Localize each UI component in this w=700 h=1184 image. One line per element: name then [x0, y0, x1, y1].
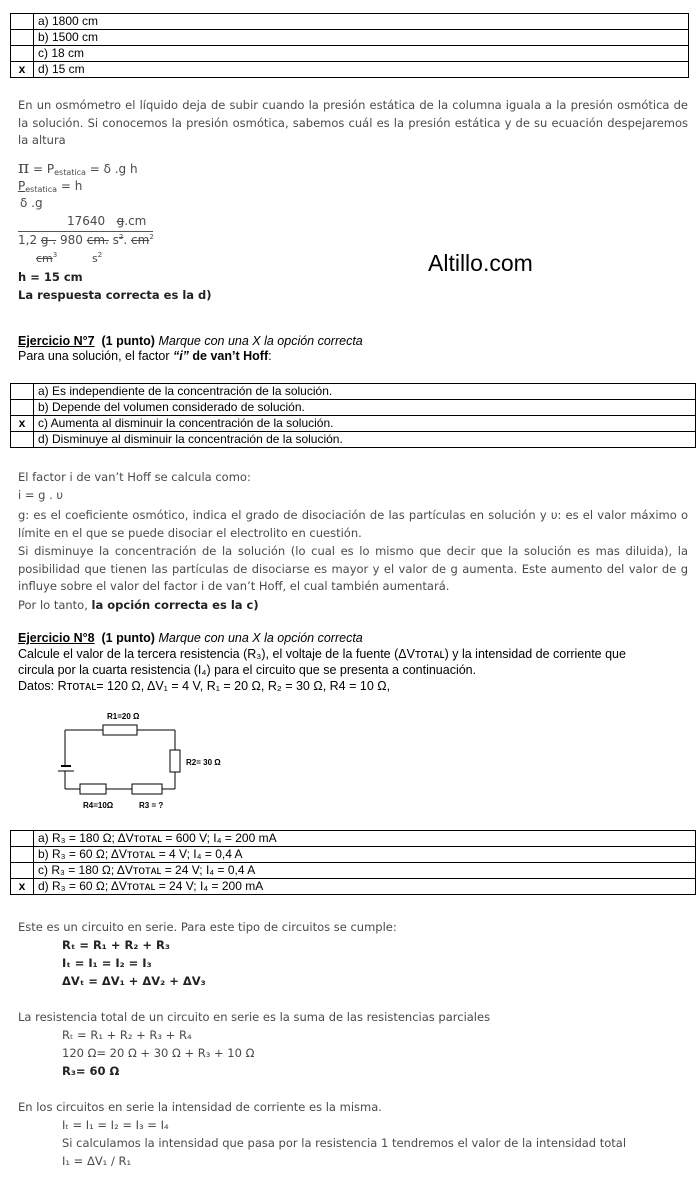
q7-question-text: de van’t Hoff: [188, 349, 269, 363]
q7-question-i: “i”: [172, 349, 189, 363]
formula-text: g: [116, 214, 125, 228]
q6-options-table: [10, 13, 689, 78]
option-mark: x: [11, 62, 34, 78]
series-rule-current: Iₜ = I₁ = I₂ = I₃: [62, 956, 152, 970]
option-text: c) 18 cm: [34, 46, 689, 62]
option-text: a) Es independiente de la concentración de la solución.: [34, 384, 696, 400]
formula-line-2: [18, 179, 82, 194]
q8-current-intro: En los circuitos en serie la intensidad de corriente es la misma.: [18, 1100, 382, 1114]
formula-text: 17640: [67, 214, 106, 228]
option-mark: [11, 14, 34, 30]
option-mark: [11, 847, 34, 863]
q8-resistance-result: R₃= 60 Ω: [62, 1064, 120, 1078]
option-mark: [11, 46, 34, 62]
option-mark: x: [11, 879, 34, 895]
watermark-text: Altillo.com: [428, 250, 533, 276]
q8-current-eq2: I₁ = ΔV₁ / R₁: [62, 1154, 132, 1168]
q7-expl-line2: i = g . υ: [18, 488, 64, 502]
q8-line1: Calcule el valor de la tercera resistencia (R₃), el voltaje de la fuente (ΔVᴛᴏᴛᴀʟ) y la intensidad de corriente que: [18, 647, 626, 661]
option-mark: x: [11, 416, 34, 432]
table-row: [11, 879, 696, 895]
formula-text: = δ .g h: [85, 162, 138, 176]
table-row: [11, 863, 696, 879]
formula-text: cm: [36, 252, 53, 265]
pi-symbol: π: [18, 158, 30, 178]
q8-instruction: Marque con una X la opción correcta: [158, 631, 363, 645]
option-mark: [11, 30, 34, 46]
q7-conclusion-text: Por lo tanto,: [18, 598, 92, 612]
table-row: [11, 416, 696, 432]
formula-line-1: [18, 158, 138, 178]
table-row: [11, 432, 696, 448]
q7-question-text: :: [268, 349, 272, 363]
resistor-r4: [80, 784, 106, 794]
q8-options-table: [10, 830, 696, 895]
option-text: d) 15 cm: [34, 62, 689, 78]
q7-title: Ejercicio N°7: [18, 334, 95, 348]
q6-explanation: En un osmómetro el líquido deja de subir cuando la presión estática de la columna iguala a la presión osmótica de la solución. Si conocemos la presión osmótica, sabemos cuál es la presión estática y de su ecuación despejaremos la altura: [18, 98, 688, 147]
circuit-diagram: [50, 705, 270, 815]
label-r1: R1=20 Ω: [107, 712, 140, 721]
table-row: [11, 14, 689, 30]
table-row: [11, 400, 696, 416]
q8-points: (1 punto): [101, 631, 155, 645]
option-text: c) Aumenta al disminuir la concentración de la solución.: [34, 416, 696, 432]
q7-question: [18, 349, 272, 363]
option-mark: [11, 432, 34, 448]
q7-question-text: Para una solución, el factor: [18, 349, 173, 363]
formula-text: .cm: [124, 214, 147, 228]
q8-line2: circula por la cuarta resistencia (I₄) para el circuito que se presenta a continuación.: [18, 663, 477, 677]
q7-expl-line1: El factor i de van’t Hoff se calcula como:: [18, 470, 251, 484]
label-r3: R3 = ?: [139, 801, 164, 810]
q7-answer: la opción correcta es la c): [91, 598, 259, 612]
formula-numerator: [18, 179, 57, 193]
formula-subscript: estatica: [54, 168, 86, 177]
q8-expl-intro: Este es un circuito en serie. Para este tipo de circuitos se cumple:: [18, 920, 397, 934]
formula-text: P: [18, 179, 26, 193]
q8-resistance-eq1: Rₜ = R₁ + R₂ + R₃ + R₄: [62, 1028, 192, 1042]
q8-resistance-eq2: 120 Ω= 20 Ω + 30 Ω + R₃ + 10 Ω: [62, 1046, 255, 1060]
option-mark: [11, 863, 34, 879]
q7-header: [18, 334, 363, 348]
label-r2: R2= 30 Ω: [186, 758, 221, 767]
series-rule-voltage: ΔVₜ = ΔV₁ + ΔV₂ + ΔV₃: [62, 974, 206, 988]
fraction-bar: [18, 231, 153, 232]
table-row: [11, 847, 696, 863]
resistor-r2: [170, 750, 180, 772]
q7-options-table: [10, 383, 696, 448]
formula-text: s: [108, 233, 119, 247]
formula-superscript: 3: [52, 251, 58, 259]
formula-text: cm: [131, 233, 150, 247]
q8-header: [18, 631, 363, 645]
q7-expl-para1: g: es el coeficiente osmótico, indica el grado de disociación de las partículas en solución y υ: es el valor máximo o límite en el que se puede disociar el electrolito en cuestión.: [18, 508, 688, 540]
formula-text: g .: [40, 233, 57, 247]
q7-points: (1 punto): [101, 334, 155, 348]
option-mark: [11, 384, 34, 400]
formula-superscript: 2: [97, 251, 103, 259]
option-text: b) R₃ = 60 Ω; ΔVᴛᴏᴛᴀʟ = 4 V; I₄ = 0,4 A: [34, 847, 696, 863]
formula-superscript: 2: [118, 233, 124, 241]
formula-subscript: estatica: [25, 185, 58, 194]
option-mark: [11, 831, 34, 847]
formula-text: s: [92, 252, 98, 265]
formula-text: = P: [29, 162, 55, 176]
option-text: a) R₃ = 180 Ω; ΔVᴛᴏᴛᴀʟ = 600 V; I₄ = 200 mA: [34, 831, 696, 847]
formula-denominator-value: 1,2 g . 980 cm. $s^2$. $cm^2$: [18, 233, 154, 247]
formula-text: = h: [57, 179, 83, 193]
formula-sub-den-cm: [36, 251, 57, 265]
option-text: b) 1500 cm: [34, 30, 689, 46]
formula-sub-den-s: [92, 251, 102, 265]
label-r4: R4=10Ω: [83, 801, 114, 810]
table-row: [11, 384, 696, 400]
q7-expl-conclusion: [18, 598, 259, 612]
formula-numerator-value: [67, 214, 146, 228]
option-text: d) Disminuye al disminuir la concentración de la solución.: [34, 432, 696, 448]
series-rule-resistance: Rₜ = R₁ + R₂ + R₃: [62, 938, 170, 952]
formula-superscript: 2: [149, 233, 154, 241]
q7-instruction: Marque con una X la opción correcta: [158, 334, 363, 348]
q8-resistance-intro: La resistencia total de un circuito en serie es la suma de las resistencias parciales: [18, 1010, 491, 1024]
q8-current-eq1: Iₜ = I₁ = I₂ = I₃ = I₄: [62, 1118, 169, 1132]
formula-result: h = 15 cm: [18, 270, 83, 284]
option-text: c) R₃ = 180 Ω; ΔVᴛᴏᴛᴀʟ = 24 V; I₄ = 0,4 A: [34, 863, 696, 879]
table-row: [11, 46, 689, 62]
option-mark: [11, 400, 34, 416]
table-row: [11, 30, 689, 46]
resistor-r1: [103, 725, 137, 735]
option-text: a) 1800 cm: [34, 14, 689, 30]
formula-text: 1,2: [18, 233, 38, 247]
option-text: d) R₃ = 60 Ω; ΔVᴛᴏᴛᴀʟ = 24 V; I₄ = 200 mA: [34, 879, 696, 895]
q8-line3: Datos: Rᴛᴏᴛᴀʟ= 120 Ω, ΔV₁ = 4 V, R₁ = 20 Ω, R₂ = 30 Ω, R4 = 10 Ω,: [18, 679, 391, 693]
formula-text: cm.: [86, 233, 109, 247]
q8-title: Ejercicio N°8: [18, 631, 95, 645]
option-text: b) Depende del volumen considerado de solución.: [34, 400, 696, 416]
table-row: [11, 62, 689, 78]
q6-answer: La respuesta correcta es la d): [18, 288, 212, 302]
q7-expl-para2: Si disminuye la concentración de la solución (lo cual es lo mismo que decir que la solución es mas diluida), la posibilidad que tienen las partículas de disociarse es mayor y el valor de g aumenta. Este aumento del valor de g influye sobre el valor del factor i de van’t Hoff, el cual también aumentará.: [18, 544, 688, 593]
resistor-r3: [132, 784, 162, 794]
q8-current-text: Si calculamos la intensidad que pasa por la resistencia 1 tendremos el valor de la intensidad total: [62, 1136, 627, 1150]
table-row: [11, 831, 696, 847]
formula-denominator: δ .g: [20, 196, 43, 210]
formula-text: 980: [56, 233, 83, 247]
